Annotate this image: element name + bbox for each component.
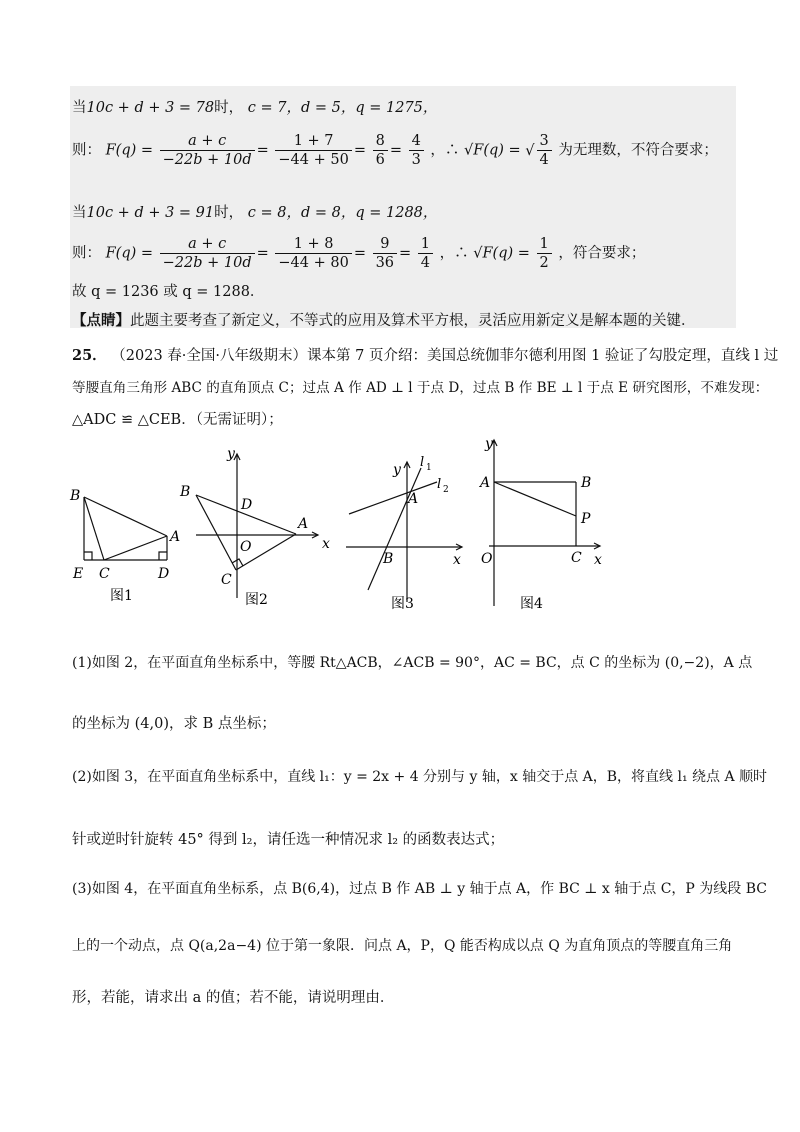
label-C: C <box>571 550 582 566</box>
label-C: C <box>99 566 110 582</box>
label-P: P <box>581 511 591 527</box>
comment-line <box>72 309 696 330</box>
problem-source: （2023 春·全国·八年级期末） <box>111 348 308 364</box>
label-y: y <box>393 462 401 478</box>
question-text: (2)如图 3，在平面直角坐标系中，直线 l₁：y = 2x + 4 分别与 y 轴，x 轴交于点 A，B，将直线 l₁ 绕点 A 顺时 <box>72 769 768 785</box>
figure-3 <box>346 462 462 602</box>
question-2-line-2 <box>72 828 504 849</box>
label-l2: l <box>437 477 442 492</box>
therefore: ，∴ <box>439 245 469 262</box>
question-3-line-1 <box>72 878 767 898</box>
denominator: −44 + 80 <box>278 255 349 271</box>
sqrt-sign: √ <box>525 142 535 159</box>
values: c = 8，d = 8，q = 1288， <box>247 205 438 221</box>
comment-text: 此题主要考查了新定义，不等式的应用及算术平方根，灵活应用新定义是解本题的关键． <box>130 313 696 329</box>
right-angle-mark-E <box>84 552 92 560</box>
fraction <box>373 235 397 272</box>
label-D: D <box>241 497 253 513</box>
label-A: A <box>298 516 309 532</box>
question-text: 形，若能，请求出 a 的值；若不能，请说明理由． <box>72 990 395 1006</box>
label-B: B <box>383 551 394 567</box>
figure-1-caption: 图1 <box>110 588 133 604</box>
numerator: 1 <box>418 235 433 254</box>
figure-4-caption: 图4 <box>520 596 543 612</box>
question-2-line-1 <box>72 766 767 786</box>
denominator: 4 <box>539 152 549 168</box>
numerator: 9 <box>373 235 397 254</box>
therefore: ，∴ <box>430 142 460 159</box>
solution-line-5 <box>72 280 264 301</box>
numerator: a + c <box>160 235 255 254</box>
label-l1: l <box>420 455 425 470</box>
question-text: 上的一个动点，点 Q(a,2a−4) 位于第一象限．问点 A，P，Q 能否构成以点 Q 为直角顶点的等腰直角三角 <box>72 938 733 954</box>
line-l1 <box>368 468 421 590</box>
question-text: (3)如图 4，在平面直角坐标系，点 B(6,4)，过点 B 作 AB ⊥ y 轴于点 A，作 BC ⊥ x 轴于点 C，P 为线段 BC <box>72 881 768 897</box>
fraction <box>275 132 351 169</box>
fraction <box>409 132 424 169</box>
label-l2-sub: 2 <box>443 485 449 495</box>
text: 时， <box>214 100 244 116</box>
denominator: −44 + 50 <box>278 152 349 168</box>
denominator: 4 <box>420 255 431 271</box>
condition: 10c + d + 3 = 78 <box>86 100 215 116</box>
label-x: x <box>594 552 602 568</box>
label-O: O <box>481 551 493 567</box>
figures-area <box>0 430 800 630</box>
denominator: 2 <box>539 255 549 271</box>
label-D: D <box>158 566 170 582</box>
fraction <box>160 132 255 169</box>
label-l1-sub: 1 <box>426 463 432 473</box>
f-expression: F(q) = <box>105 142 154 159</box>
solution-line-1 <box>72 96 437 117</box>
numerator: 1 + 7 <box>275 132 351 151</box>
question-text: 的坐标为 (4,0)，求 B 点坐标； <box>72 716 276 732</box>
question-3-line-2 <box>72 935 732 955</box>
numerator: 3 <box>537 132 552 151</box>
sqrt-expression: √F(q) = <box>473 245 530 262</box>
line-l2 <box>349 482 437 514</box>
numerator: 4 <box>409 132 424 151</box>
solution-line-2: 则： F(q) = $\frac{a + c}{-22b + 10d}$ = $\frac{1 + 7}{-44 + 50}$ = $\frac{8}{6}$ = $\frac{4}{3}$ ，∴ √F(q) = √ $\frac{3}{4}$ 为无理数，不符合要求； <box>72 133 718 168</box>
problem-number: 25． <box>72 347 107 364</box>
problem-intro-line-3 <box>72 408 283 429</box>
text: 当 <box>72 100 87 116</box>
label-y: y <box>485 436 493 452</box>
fraction <box>275 235 351 272</box>
figure-2-caption: 图2 <box>245 592 268 608</box>
problem-text: 等腰直角三角形 ABC 的直角顶点 C；过点 A 作 AD ⊥ l 于点 D，过点 B 作 BE ⊥ l 于点 E 研究图形，不难发现： <box>72 380 769 396</box>
label-A: A <box>408 491 419 507</box>
question-text: (1)如图 2，在平面直角坐标系中，等腰 Rt△ACB，∠ACB = 90°，AC = BC，点 C 的坐标为 (0,−2)，A 点 <box>72 655 753 671</box>
fraction <box>373 132 388 169</box>
label-C: C <box>221 572 232 588</box>
question-text: 针或逆时针旋转 45° 得到 l₂，请任选一种情况求 l₂ 的函数表达式； <box>72 832 505 848</box>
figure-1 <box>84 497 167 560</box>
segment-BA <box>84 497 167 536</box>
conclusion: 故 q = 1236 或 q = 1288． <box>72 284 265 300</box>
segment-CA <box>104 536 167 560</box>
comment-tag: 【点睛】 <box>72 312 130 329</box>
denominator: −22b + 10d <box>162 152 252 168</box>
problem-text: △ADC ≌ △CEB．（无需证明）； <box>72 412 283 428</box>
text: 当 <box>72 205 87 221</box>
label-O: O <box>240 539 252 555</box>
problem-intro-line-2 <box>72 376 768 396</box>
problem-intro-line-1 <box>72 344 778 365</box>
right-angle-mark-D <box>159 552 167 560</box>
figure-3-caption: 图3 <box>391 596 414 612</box>
segment-BC <box>84 497 104 560</box>
fraction <box>537 132 552 169</box>
denominator: 36 <box>375 255 395 271</box>
text: 则： <box>72 142 101 159</box>
label-A: A <box>170 529 181 545</box>
condition: 10c + d + 3 = 91 <box>86 205 215 221</box>
label-B: B <box>70 488 81 504</box>
denominator: 3 <box>411 152 421 168</box>
question-3-line-3 <box>72 986 394 1007</box>
sqrt-expression: √F(q) = <box>464 142 521 159</box>
problem-text: 课本第 7 页介绍：美国总统伽菲尔德利用图 1 验证了勾股定理，直线 l 过 <box>307 348 779 364</box>
numerator: 8 <box>373 132 388 151</box>
label-y: y <box>227 446 235 462</box>
numerator: 1 <box>537 235 552 254</box>
label-E: E <box>73 566 84 582</box>
fraction <box>537 235 552 272</box>
text: 为无理数，不符合要求； <box>558 142 718 159</box>
segment-AP <box>494 482 576 516</box>
solution-line-4: 则： F(q) = $\frac{a + c}{-22b + 10d}$ = $\frac{1 + 8}{-44 + 80}$ = $\frac{9}{36}$ = $\frac{1}{4}$ ，∴ √F(q) = $\frac{1}{2}$ ，符合要求； <box>72 236 646 271</box>
values: c = 7，d = 5，q = 1275， <box>247 100 438 116</box>
label-A: A <box>480 475 491 491</box>
label-B: B <box>180 484 191 500</box>
question-1-line-1 <box>72 652 752 672</box>
denominator: −22b + 10d <box>162 255 252 271</box>
fraction <box>160 235 255 272</box>
denominator: 6 <box>375 152 385 168</box>
text: ，符合要求； <box>558 245 646 262</box>
numerator: 1 + 8 <box>275 235 351 254</box>
fraction <box>418 235 433 272</box>
f-expression: F(q) = <box>105 245 154 262</box>
label-B: B <box>581 475 592 491</box>
label-x: x <box>322 536 330 552</box>
solution-line-3 <box>72 201 437 222</box>
label-x: x <box>453 552 461 568</box>
text: 则： <box>72 245 101 262</box>
text: 时， <box>214 205 244 221</box>
question-1-line-2 <box>72 712 276 733</box>
segment-BC <box>196 495 236 570</box>
numerator: a + c <box>160 132 255 151</box>
